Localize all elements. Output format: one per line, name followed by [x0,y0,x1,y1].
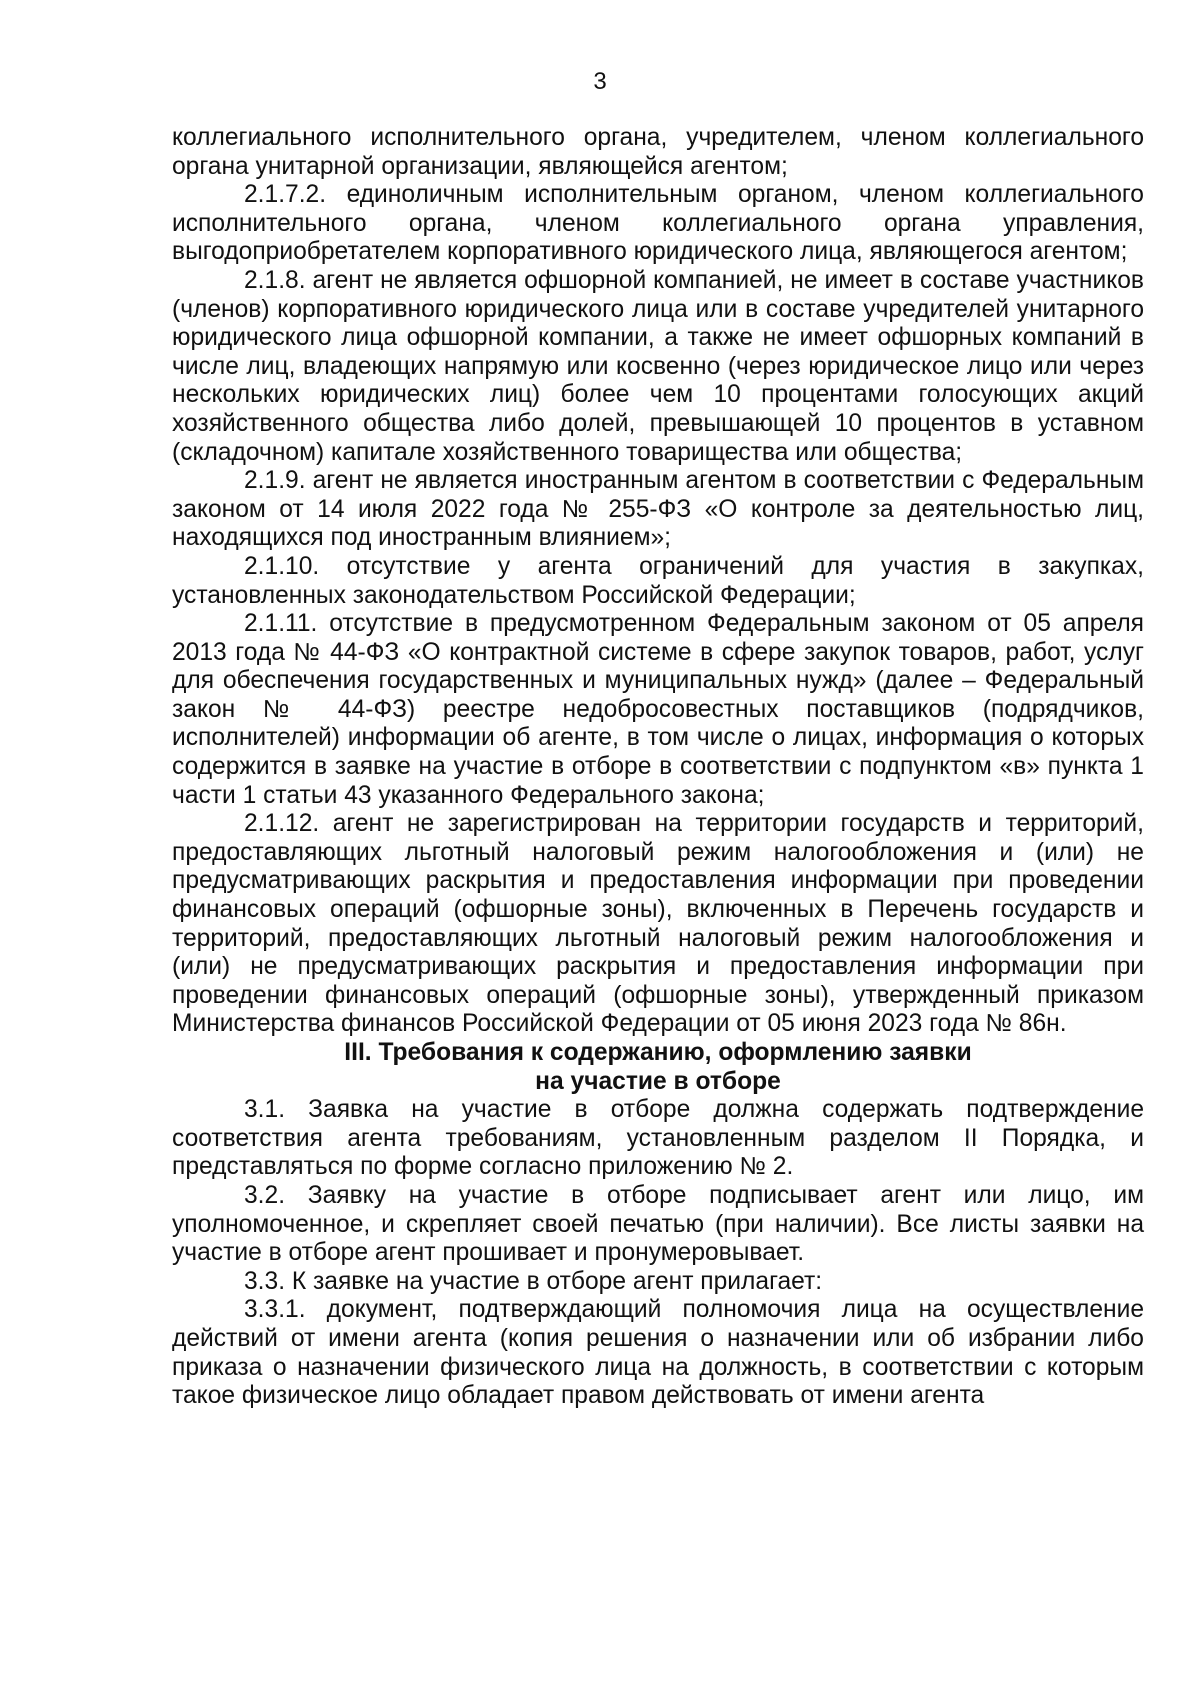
paragraph-2-1-7-1-continuation: коллегиального исполнительного органа, учредителем, членом коллегиального органа унитарной организации, являющейся агентом; [172,124,1144,180]
section-heading-line-2: на участие в отборе [535,1067,781,1095]
document-body [172,124,1144,1411]
paragraph-2-1-8: 2.1.8. агент не является офшорной компанией, не имеет в составе участников (членов) корпоративного юридического лица или в составе учредителей унитарного юридического лица офшорной компании, а также не имеет офшорных компаний в числе лиц, владеющих напрямую или косвенно (через юридическое лицо или через нескольких юридических лиц) более чем 10 процентами голосующих акций хозяйственного общества либо долей, превышающей 10 процентов в уставном (складочном) капитале хозяйственного товарищества или общества; [172,266,1144,466]
section-heading [172,1039,1144,1096]
paragraph-3-2: 3.2. Заявку на участие в отборе подписывает агент или лицо, им уполномоченное, и скрепляет своей печатью (при наличии). Все листы заявки на участие в отборе агент прошивает и пронумеровывает. [172,1181,1144,1267]
paragraph-3-3: 3.3. К заявке на участие в отборе агент прилагает: [244,1267,823,1295]
paragraph-2-1-12: 2.1.12. агент не зарегистрирован на территории государств и территорий, предоставляющих льготный налоговый режим налогообложения и (или) не предусматривающих раскрытия и предоставления информации при проведении финансовых операций (офшорные зоны), включенных в Перечень государств и территорий, предоставляющих льготный налоговый режим налогообложения и (или) не предусматривающих раскрытия и предоставления информации при проведении финансовых операций (офшорные зоны), утвержденный приказом Министерства финансов Российской Федерации от 05 июня 2023 года № 86н. [172,810,1144,1038]
paragraph-2-1-10: 2.1.10. отсутствие у агента ограничений для участия в закупках, установленных законодательством Российской Федерации; [172,552,1144,609]
paragraph-3-1: 3.1. Заявка на участие в отборе должна содержать подтверждение соответствия агента требованиям, установленным разделом II Порядка, и представляться по форме согласно приложению № 2. [172,1096,1144,1181]
section-heading-line-1: III. Требования к содержанию, оформлению заявки [344,1039,972,1066]
paragraph-2-1-11: 2.1.11. отсутствие в предусмотренном Федеральным законом от 05 апреля 2013 года № 44-ФЗ «О контрактной системе в сфере закупок товаров, работ, услуг для обеспечения государственных и муниципальных нужд» (далее – Федеральный закон № 44-ФЗ) реестре недобросовестных поставщиков (подрядчиков, исполнителей) информации об агенте, в том числе о лицах, информация о которых содержится в заявке на участие в отборе в соответствии с подпунктом «в» пункта 1 части 1 статьи 43 указанного Федерального закона; [172,610,1144,809]
page-number: 3 [593,68,607,95]
paragraph-2-1-9: 2.1.9. агент не является иностранным агентом в соответствии с Федеральным законом от 14 июля 2022 года № 255-ФЗ «О контроле за деятельностью лиц, находящихся под иностранным влиянием»; [172,467,1144,552]
paragraph-3-3-1: 3.3.1. документ, подтверждающий полномочия лица на осуществление действий от имени агента (копия решения о назначении или об избрании либо приказа о назначении физического лица на должность, в соответствии с которым такое физическое лицо обладает правом действовать от имени агента [172,1296,1144,1410]
paragraph-2-1-7-2: 2.1.7.2. единоличным исполнительным органом, членом коллегиального исполнительного органа, членом коллегиального органа управления, выгодоприобретателем корпоративного юридического лица, являющегося агентом; [172,181,1144,266]
